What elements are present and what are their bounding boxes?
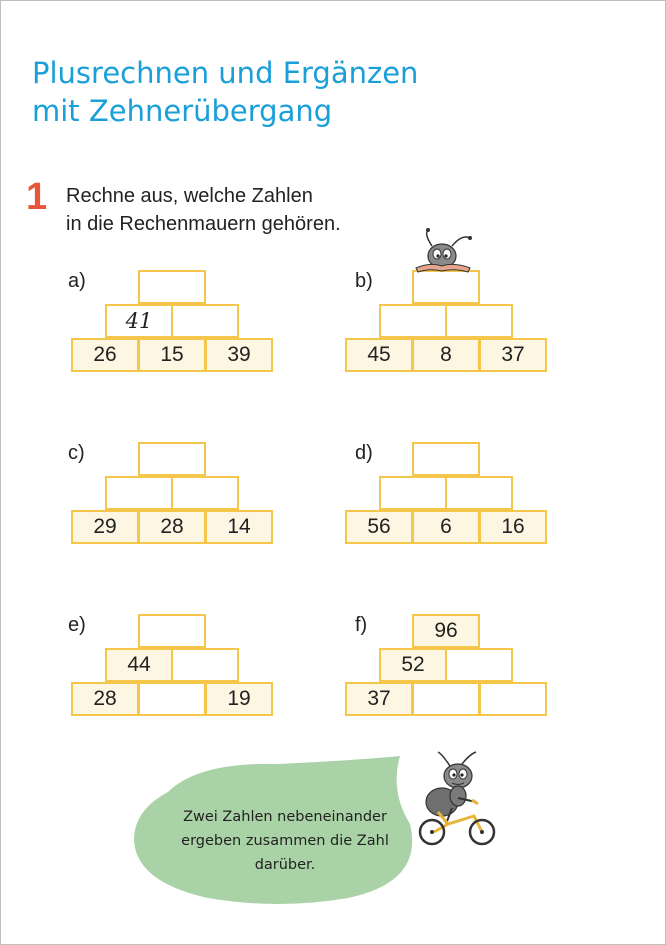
- wall-b-base-mid-brick: 8: [412, 338, 480, 372]
- wall-f-mid-right-brick[interactable]: [445, 648, 513, 682]
- wall-f-top-brick: 96: [412, 614, 480, 648]
- hint-text: [150, 805, 420, 877]
- wall-d-mid-left-brick[interactable]: [379, 476, 447, 510]
- ant-on-bicycle-illustration: [412, 752, 502, 852]
- wall-a-label: a): [68, 270, 86, 292]
- hint-line-2: ergeben zusammen die Zahl: [181, 833, 389, 849]
- wall-a-mid-left-brick[interactable]: 41: [105, 304, 173, 338]
- ant-peeking-illustration: [410, 228, 480, 274]
- wall-b-top-brick[interactable]: [412, 270, 480, 304]
- wall-f-base-left-brick: 37: [345, 682, 413, 716]
- wall-b-mid-left-brick[interactable]: [379, 304, 447, 338]
- wall-f-base-right-brick[interactable]: [479, 682, 547, 716]
- wall-b-base-left-brick: 45: [345, 338, 413, 372]
- wall-e-label: e): [68, 614, 86, 636]
- wall-f-label: f): [355, 614, 368, 636]
- wall-a-mid-right-brick[interactable]: [171, 304, 239, 338]
- wall-d-label: d): [355, 442, 373, 464]
- task-instruction-line-2: in die Rechenmauern gehören.: [66, 213, 341, 235]
- wall-c-top-brick[interactable]: [138, 442, 206, 476]
- wall-e-base-mid-brick[interactable]: [138, 682, 206, 716]
- wall-d-base-left-brick: 56: [345, 510, 413, 544]
- task-instruction-line-1: Rechne aus, welche Zahlen: [66, 185, 313, 207]
- hint-line-3: darüber.: [254, 857, 316, 873]
- title-line-1: Plusrechnen und Ergänzen: [32, 56, 419, 90]
- wall-a-base-right-brick: 39: [205, 338, 273, 372]
- wall-d-base-right-brick: 16: [479, 510, 547, 544]
- wall-e-base-right-brick: 19: [205, 682, 273, 716]
- task-number: 1: [26, 176, 48, 218]
- hint-line-1: Zwei Zahlen nebeneinander: [183, 809, 387, 825]
- wall-f-base-mid-brick[interactable]: [412, 682, 480, 716]
- wall-b-base-right-brick: 37: [479, 338, 547, 372]
- wall-a-base-mid-brick: 15: [138, 338, 206, 372]
- wall-c-base-right-brick: 14: [205, 510, 273, 544]
- wall-c-mid-left-brick[interactable]: [105, 476, 173, 510]
- wall-b-label: b): [355, 270, 373, 292]
- wall-d-base-mid-brick: 6: [412, 510, 480, 544]
- task-instruction: [66, 182, 341, 238]
- page-title: [32, 54, 418, 130]
- wall-e-mid-left-brick: 44: [105, 648, 173, 682]
- wall-b-mid-right-brick[interactable]: [445, 304, 513, 338]
- wall-c-label: c): [68, 442, 85, 464]
- wall-c-mid-right-brick[interactable]: [171, 476, 239, 510]
- wall-d-mid-right-brick[interactable]: [445, 476, 513, 510]
- wall-e-base-left-brick: 28: [71, 682, 139, 716]
- wall-c-base-mid-brick: 28: [138, 510, 206, 544]
- wall-a-base-left-brick: 26: [71, 338, 139, 372]
- wall-c-base-left-brick: 29: [71, 510, 139, 544]
- wall-d-top-brick[interactable]: [412, 442, 480, 476]
- wall-f-mid-left-brick: 52: [379, 648, 447, 682]
- title-line-2: mit Zehnerübergang: [32, 94, 333, 128]
- wall-e-mid-right-brick[interactable]: [171, 648, 239, 682]
- wall-e-top-brick[interactable]: [138, 614, 206, 648]
- wall-a-top-brick[interactable]: [138, 270, 206, 304]
